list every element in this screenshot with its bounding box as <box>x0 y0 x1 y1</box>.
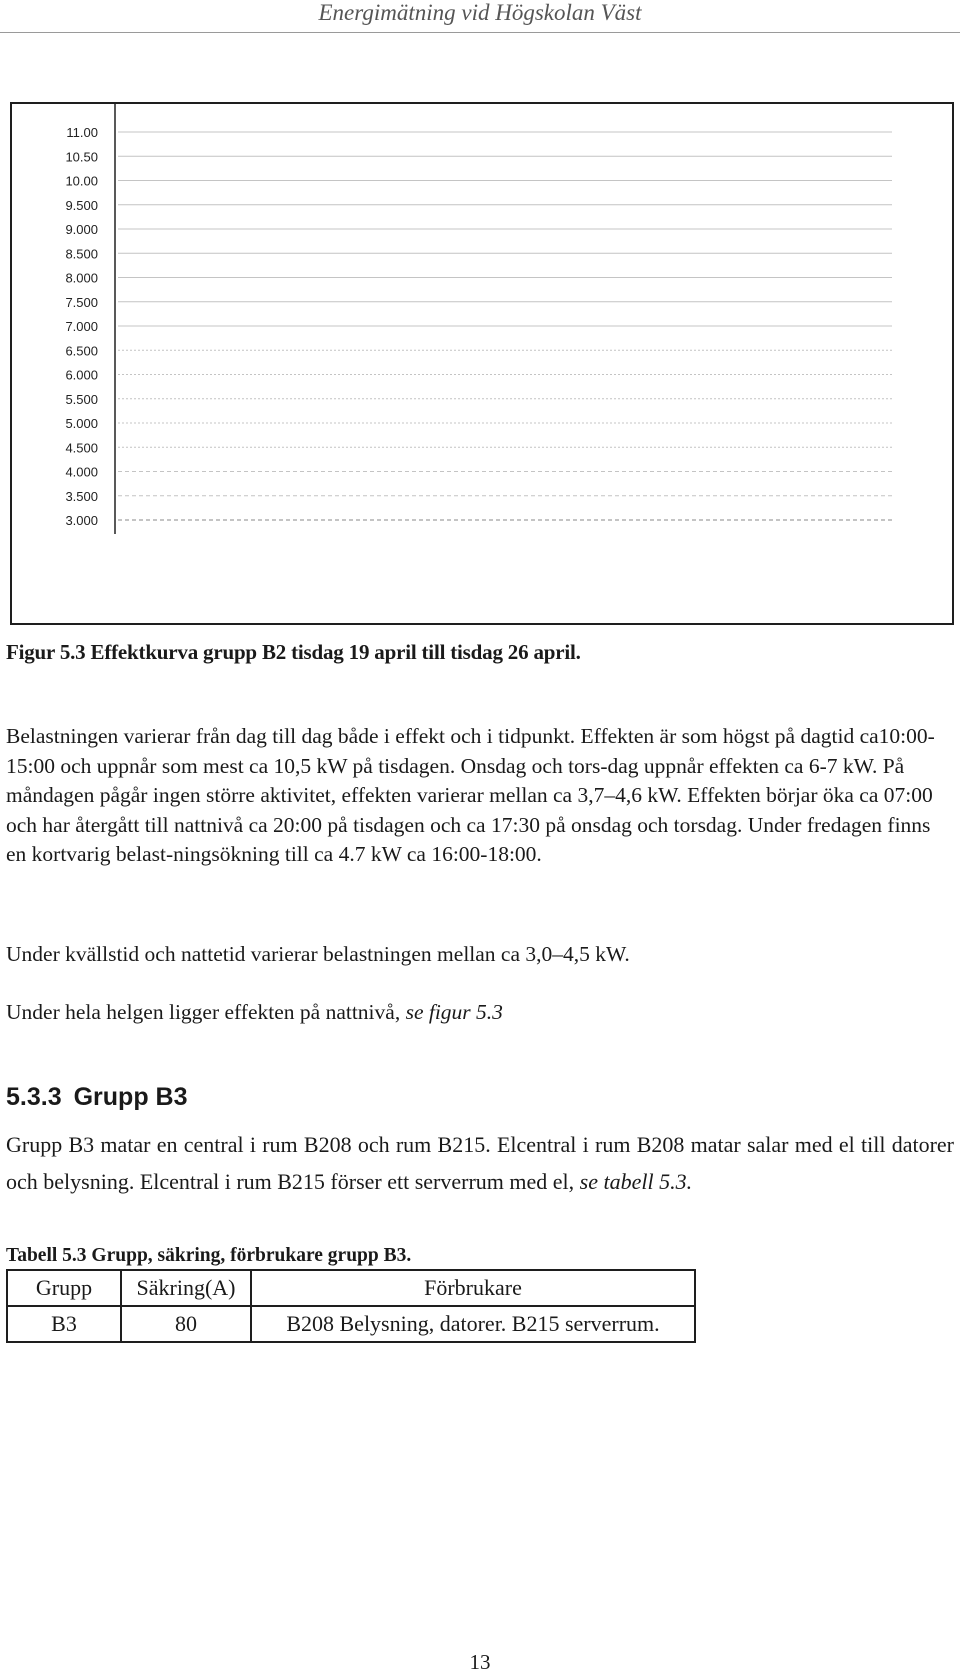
y-tick-label: 9.000 <box>65 222 98 237</box>
body-paragraph <box>6 998 954 1028</box>
paragraph-text: Grupp B3 matar en central i rum B208 och rum B215. Elcentral i rum B208 matar salar med el till datorer och belysning. Elcentral i rum B215 förser ett serverrum med el, <box>6 1132 954 1194</box>
paragraph-text: Under hela helgen ligger effekten på nattnivå, <box>6 1000 406 1024</box>
table-header-cell: Säkring(A) <box>121 1270 251 1306</box>
consumer-table <box>6 1269 696 1343</box>
body-paragraph: Belastningen varierar från dag till dag både i effekt och i tidpunkt. Effekten är som högst på dagtid ca10:00- 15:00 och uppnår som mest ca 10,5 kW på tisdagen. Onsdag och tors-dag uppnår effekten ca 6-7 kW. På måndagen pågår ingen större aktivitet, effekten varierar mellan ca 3,7–4,6 kW. Effekten börjar öka ca 07:00 och har återgått till nattnivå ca 20:00 på tisdagen och ca 17:30 på onsdag och torsdag. Under fredagen finns en kortvarig belast-ningsökning till ca 4.7 kW ca 16:00-18:00. <box>6 724 935 866</box>
y-tick-label: 8.500 <box>65 246 98 262</box>
chart-frame <box>10 102 954 625</box>
table-reference: se tabell 5.3. <box>579 1169 693 1194</box>
table-row <box>7 1306 695 1342</box>
y-tick-label: 11.00 <box>66 125 98 140</box>
table-cell: B208 Belysning, datorer. B215 serverrum. <box>251 1306 695 1342</box>
body-paragraph <box>6 1126 954 1200</box>
y-tick-label: 5.000 <box>65 416 98 431</box>
section-heading <box>6 1083 188 1112</box>
y-tick-label: 5.500 <box>65 391 98 407</box>
table-header-row <box>7 1270 695 1306</box>
table-header-cell: Grupp <box>7 1270 121 1306</box>
figure-reference: se figur 5.3 <box>405 1000 503 1024</box>
table-cell: 80 <box>121 1306 251 1342</box>
y-tick-label: 9.500 <box>65 197 98 213</box>
y-tick-label: 7.500 <box>65 294 98 310</box>
y-tick-label: 6.000 <box>65 367 98 383</box>
y-tick-label: 4.000 <box>65 464 98 480</box>
power-curve-chart <box>12 104 952 623</box>
section-number: 5.3.3 <box>6 1083 62 1111</box>
y-tick-label: 10.50 <box>65 149 98 165</box>
y-tick-label: 8.000 <box>65 270 98 286</box>
y-tick-label: 10.00 <box>65 173 98 189</box>
table-cell: B3 <box>7 1306 121 1342</box>
y-tick-label: 6.500 <box>65 343 98 359</box>
section-title: Grupp B3 <box>73 1083 188 1111</box>
table-caption: Tabell 5.3 Grupp, säkring, förbrukare grupp B3. <box>6 1245 412 1266</box>
y-tick-label: 7.000 <box>65 319 98 334</box>
page-header: Energimätning vid Högskolan Väst <box>0 0 960 33</box>
y-tick-label: 3.000 <box>65 513 98 528</box>
y-tick-label: 3.500 <box>65 488 98 504</box>
body-paragraph: Under kvällstid och nattetid varierar belastningen mellan ca 3,0–4,5 kW. <box>6 942 630 966</box>
table-header-cell: Förbrukare <box>251 1270 695 1306</box>
figure-caption: Figur 5.3 Effektkurva grupp B2 tisdag 19 april till tisdag 26 april. <box>6 640 581 664</box>
y-tick-label: 4.500 <box>65 440 98 456</box>
page-number: 13 <box>469 1650 491 1674</box>
